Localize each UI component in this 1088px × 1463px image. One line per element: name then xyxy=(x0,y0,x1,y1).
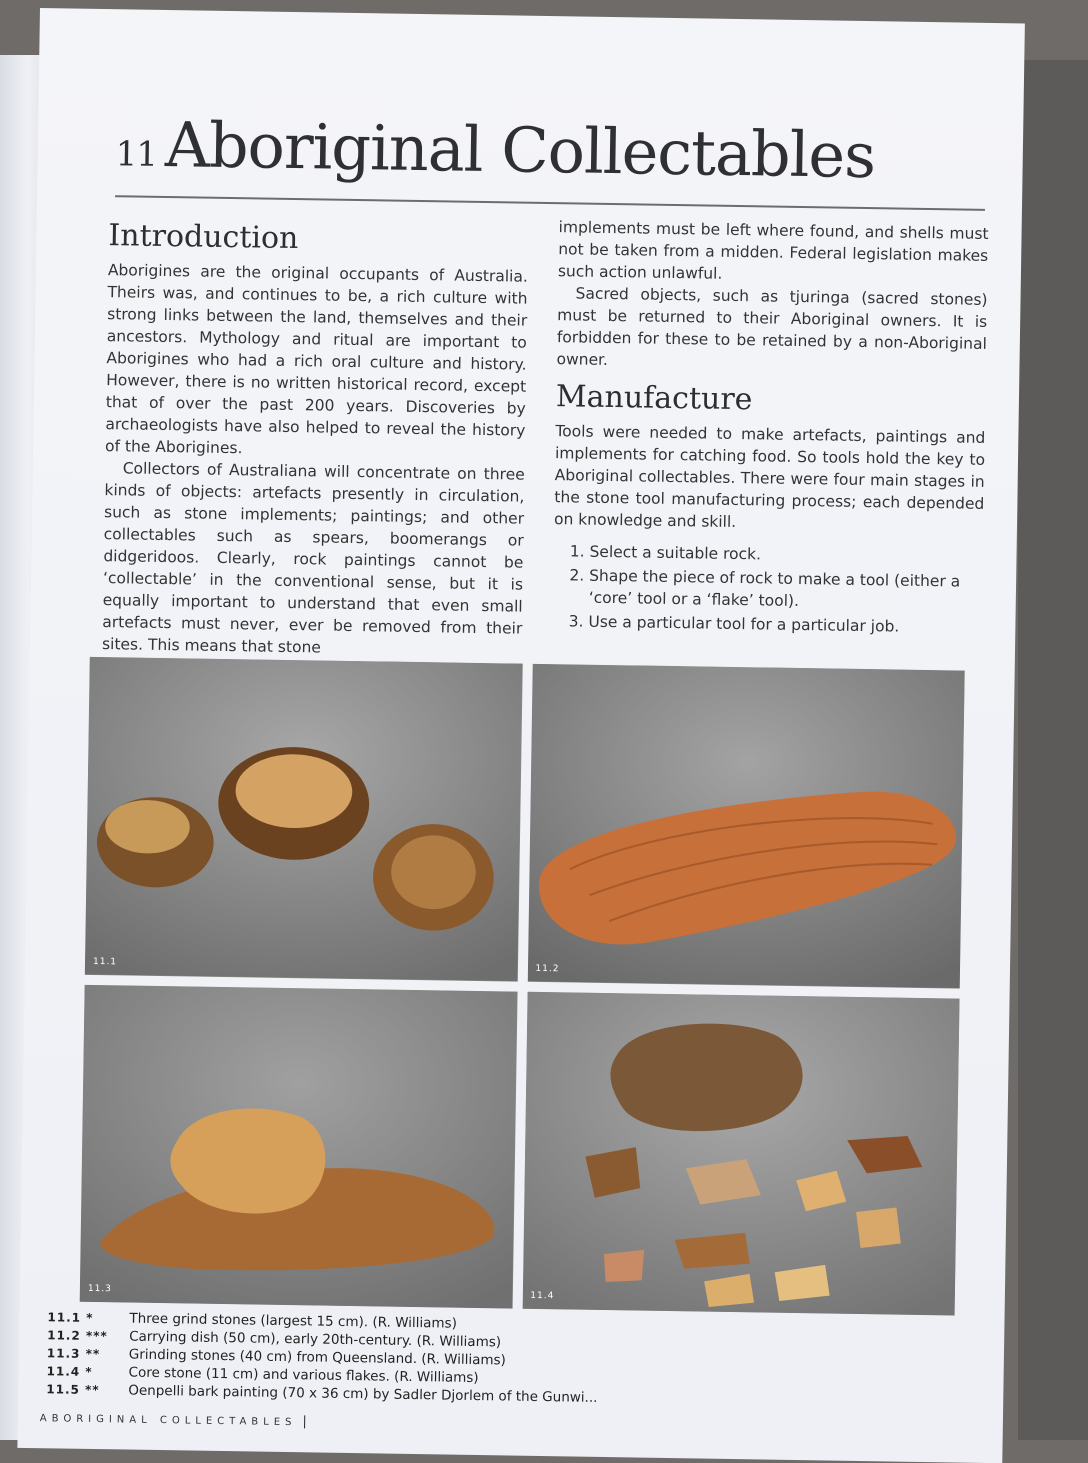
core-stone-flakes-photo xyxy=(522,991,959,1315)
running-title: ABORIGINAL COLLECTABLES xyxy=(39,1413,297,1429)
chapter-number: 11 xyxy=(115,134,158,175)
caption-text: Oenpelli bark painting (70 x 36 cm) by Sadler Djorlem of the Gunwi... xyxy=(128,1382,598,1406)
manufacture-paragraph: Tools were needed to make artefacts, paintings and implements for catching food. So tools hold the key to Aboriginal collectables. There were four main stages in the stone tool manufacturing process; each depended on knowledge and skill. xyxy=(553,422,986,531)
photo-label: 11.4 xyxy=(530,1290,555,1302)
caption-number: 11.5 ** xyxy=(46,1382,100,1398)
caption-text: Grinding stones (40 cm) from Queensland. (R. Williams) xyxy=(128,1346,506,1369)
chapter-title-text: Aboriginal Collectables xyxy=(164,107,876,193)
photo-label: 11.3 xyxy=(87,1283,113,1295)
manufacture-heading: Manufacture xyxy=(555,379,753,418)
caption-number: 11.4 * xyxy=(46,1364,93,1379)
list-item: 2. Shape the piece of rock to make a tool (either a ‘core’ tool or a ‘flake’ tool). xyxy=(589,565,984,615)
caption-text: Core stone (11 cm) and various flakes. (R. Williams) xyxy=(128,1364,479,1387)
caption-number: 11.2 *** xyxy=(47,1328,108,1344)
book-page xyxy=(17,8,1024,1463)
photo-label: 11.2 xyxy=(535,963,560,974)
photo-grid xyxy=(80,657,965,1316)
book-cover xyxy=(1018,60,1088,1440)
intro-paragraph-2: Collectors of Australiana will concentrate on three kinds of objects: artefacts presently in circulation, such as stone implements; paintings; and other collectables such as spears, boomerangs or didgeridoos. Clearly, rock paintings cannot be ‘collectable’ in the conventional sense, but it is equally important to understand that even small artefacts must never, ever be removed from their sites. This means that stone xyxy=(101,459,525,657)
grinding-stones-photo xyxy=(80,984,517,1308)
intro-paragraph-3: implements must be left where found, and shells must not be taken from a midden. Federal legislation makes such action unlawful. xyxy=(557,218,989,283)
chapter-title xyxy=(115,107,875,192)
intro-paragraph-1: Aborigines are the original occupants of Australia. Theirs was, and continues to be, a rich culture with strong links between the land, themselves and their ancestors. Mythology and ritual are important to Aborigines who had a rich oral culture and history. However, there is no written historical record, except that of over the past 200 years. Discoveries by archaeologists have also helped to reveal the history of the Aborigines. xyxy=(104,261,528,458)
footer-separator: | xyxy=(302,1414,307,1430)
list-item: 3. Use a particular tool for a particular job. xyxy=(588,611,982,639)
carrying-dish-photo xyxy=(527,664,964,988)
manufacture-steps xyxy=(552,540,983,639)
photo-captions xyxy=(46,1308,747,1409)
caption-text: Carrying dish (50 cm), early 20th-century. (R. Williams) xyxy=(129,1328,502,1351)
caption-number: 11.1 * xyxy=(47,1310,94,1326)
caption-text: Three grind stones (largest 15 cm). (R. Williams) xyxy=(129,1310,458,1332)
grind-stones-photo xyxy=(85,657,522,981)
right-column xyxy=(552,216,989,641)
left-column xyxy=(102,219,529,662)
photo-label: 11.1 xyxy=(92,956,118,967)
introduction-heading: Introduction xyxy=(108,218,299,257)
title-rule xyxy=(115,195,985,211)
running-footer xyxy=(40,1410,307,1429)
intro-paragraph-4: Sacred objects, such as tjuringa (sacred stones) must be returned to their Aboriginal owners. It is forbidden for these to be retained by a non-Aboriginal owner. xyxy=(556,284,988,369)
caption-number: 11.3 ** xyxy=(46,1346,101,1362)
list-item: 1. Select a suitable rock. xyxy=(589,541,983,569)
